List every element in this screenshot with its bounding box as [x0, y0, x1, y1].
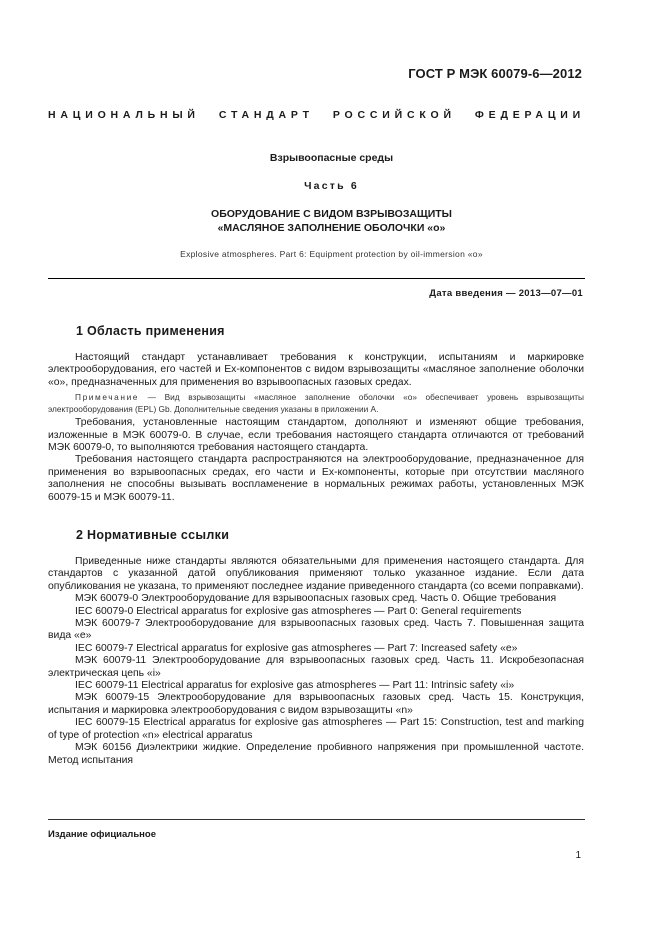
banner-word: РОССИЙСКОЙ — [332, 109, 456, 121]
part-title: Часть 6 — [304, 180, 359, 192]
footer-divider — [48, 819, 585, 820]
section-references-body — [48, 556, 584, 767]
paragraph: Требования настоящего стандарта распространяются на электрооборудование, предназначенное для применения во взрывоопасных средах, его части и Ex-компоненты, которые при отсутствии масляного заполнения не способны вызывать воспламенение в нормальных режимах работы, установленных МЭК 60079-15 и МЭК 60079-11. — [48, 454, 584, 503]
reference-item: МЭК 60079-0 Электрооборудование для взрывоопасных газовых сред. Часть 0. Общие требования — [75, 593, 557, 605]
reference-item: IEC 60079-0 Electrical apparatus for explosive gas atmospheres — Part 0: General requirements — [75, 605, 522, 617]
general-title: Взрывоопасные среды — [269, 152, 394, 164]
paragraph: Требования, установленные настоящим стандартом, дополняют и изменяют общие требования, изложенные в МЭК 60079-0. В случае, если требования настоящего стандарта отличаются от требований МЭК 60079-0, то выполняются требования настоящего стандарта. — [48, 417, 584, 454]
paragraph: Настоящий стандарт устанавливает требования к конструкции, испытаниям и маркировке электрооборудования, его частей и Ex-компонентов с видом взрывозащиты «масляное заполнение оболочки «о», предназначенных для применения во взрывоопасных газовых средах. — [48, 352, 584, 388]
reference-item: IEC 60079-15 Electrical apparatus for explosive gas atmospheres — Part 15: Construction, test and marking of type of protection «n» electrical apparatus — [48, 717, 584, 741]
reference-item: IEC 60079-7 Electrical apparatus for explosive gas atmospheres — Part 7: Increased safety «e» — [75, 642, 518, 654]
reference-item: МЭК 60079-7 Электрооборудование для взрывоопасных газовых сред. Часть 7. Повышенная защита вида «е» — [48, 618, 584, 642]
banner-word: НАЦИОНАЛЬНЫЙ — [48, 109, 200, 121]
main-title-line: ОБОРУДОВАНИЕ С ВИДОМ ВЗРЫВОЗАЩИТЫ — [211, 208, 452, 220]
standard-number: ГОСТ Р МЭК 60079-6—2012 — [408, 66, 582, 81]
banner-word: ФЕДЕРАЦИИ — [474, 109, 585, 121]
note — [48, 392, 584, 415]
reference-item: IEC 60079-11 Electrical apparatus for explosive gas atmospheres — Part 11: Intrinsic safety «i» — [75, 680, 515, 692]
paragraph: Приведенные ниже стандарты являются обязательными для применения настоящего стандарта. Для стандартов с указанной датой опубликования применяют только указанное издание. Если дата опубликования не указана, то применяют последнее издание приведенного стандарта (со всеми поправками). — [48, 556, 584, 592]
national-standard-banner — [48, 109, 585, 121]
reference-item: МЭК 60079-15 Электрооборудование для взрывоопасных газовых сред. Часть 15. Конструкция, испытания и маркировка электрооборудования с видом взрывозащиты «n» — [48, 692, 584, 716]
edition-label: Издание официальное — [48, 829, 156, 840]
note-label: Примечание — [75, 392, 140, 403]
section-heading-references: 2 Нормативные ссылки — [76, 528, 230, 542]
section-scope-body — [48, 352, 584, 504]
section-heading-scope: 1 Область применения — [76, 324, 225, 338]
reference-item: МЭК 60079-11 Электрооборудование для взрывоопасных газовых сред. Часть 11. Искробезопасная электрическая цепь «i» — [48, 655, 584, 679]
introduction-date: Дата введения — 2013—07—01 — [429, 288, 583, 299]
english-title: Explosive atmospheres. Part 6: Equipment protection by oil-immersion «o» — [180, 249, 483, 259]
reference-item: МЭК 60156 Диэлектрики жидкие. Определение пробивного напряжения при промышленной частоте. Метод испытания — [48, 742, 584, 766]
page-number: 1 — [575, 850, 581, 861]
main-title-line: «МАСЛЯНОЕ ЗАПОЛНЕНИЕ ОБОЛОЧКИ «о» — [217, 222, 446, 234]
header-divider — [48, 278, 585, 279]
banner-word: СТАНДАРТ — [218, 109, 314, 121]
note-text: — Вид взрывозащиты «масляное заполнение оболочки «о» обеспечивает уровень взрывозащиты электрооборудования (EPL) Gb. Дополнительные сведения указаны в приложении А. — [48, 392, 584, 414]
main-title — [48, 207, 615, 235]
